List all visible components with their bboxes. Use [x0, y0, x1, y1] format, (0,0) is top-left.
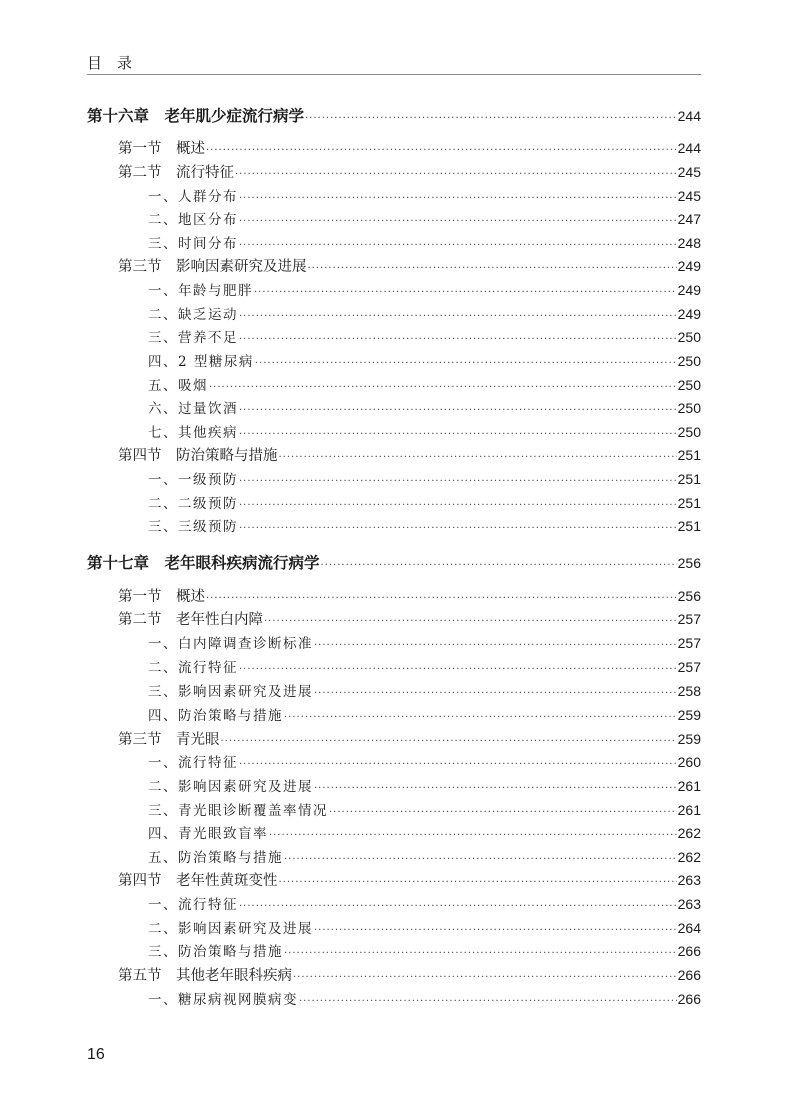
dot-leader	[314, 683, 677, 705]
dot-leader	[299, 991, 677, 1013]
dot-leader	[284, 707, 677, 729]
dot-leader	[269, 825, 677, 847]
toc-item-row	[148, 704, 701, 726]
toc-entry-page: 245	[677, 188, 701, 204]
dot-leader	[314, 920, 677, 942]
toc-entry-page: 256	[677, 555, 701, 571]
dot-leader	[255, 353, 677, 375]
toc-section-row	[118, 444, 701, 466]
toc-entry-page: 261	[677, 802, 701, 818]
header-rule	[87, 74, 701, 75]
toc-item-row	[148, 185, 701, 207]
toc-entry-page: 257	[677, 635, 701, 651]
toc-entry-title: 三、营养不足	[148, 330, 238, 346]
toc-item-row	[148, 846, 701, 868]
toc-item-row	[148, 421, 701, 443]
toc-item-row	[148, 751, 701, 773]
toc-entry-page: 257	[677, 659, 701, 675]
toc-section-row	[118, 161, 701, 183]
toc-entry-page: 245	[677, 164, 701, 180]
toc-entry-page: 263	[677, 896, 701, 912]
dot-leader	[264, 611, 677, 633]
toc-entry-title: 第三节 青光眼	[118, 732, 220, 748]
dot-leader	[209, 377, 677, 399]
dot-leader	[239, 495, 677, 517]
dot-leader	[279, 872, 677, 894]
dot-leader	[239, 896, 677, 918]
toc-item-row	[148, 326, 701, 348]
dot-leader	[279, 447, 677, 469]
dot-leader	[239, 306, 677, 328]
toc-entry-title: 五、防治策略与措施	[148, 850, 283, 866]
toc-entry-page: 257	[677, 611, 701, 627]
dot-leader	[305, 108, 677, 130]
toc-item-row	[148, 374, 701, 396]
dot-leader	[284, 849, 677, 871]
toc-entry-page: 262	[677, 825, 701, 841]
toc-item-row	[148, 232, 701, 254]
toc-entry-title: 第四节 防治策略与措施	[118, 448, 278, 464]
dot-leader	[239, 188, 677, 210]
toc-section-row	[118, 608, 701, 630]
dot-leader	[239, 400, 677, 422]
toc-entry-title: 第四节 老年性黄斑变性	[118, 873, 278, 889]
toc-item-row	[148, 397, 701, 419]
dot-leader	[239, 424, 677, 446]
toc-entry-title: 第十六章 老年肌少症流行病学	[87, 107, 305, 125]
toc-entry-page: 256	[677, 588, 701, 604]
toc-entry-page: 251	[677, 447, 701, 463]
toc-item-row	[148, 799, 701, 821]
toc-item-row	[148, 988, 701, 1010]
toc-entry-title: 二、地区分布	[148, 212, 238, 228]
toc-item-row	[148, 893, 701, 915]
toc-entry-title: 二、影响因素研究及进展	[148, 779, 313, 795]
toc-entry-title: 第五节 其他老年眼科疾病	[118, 968, 292, 984]
toc-entry-title: 三、防治策略与措施	[148, 944, 283, 960]
dot-leader	[239, 754, 677, 776]
toc-entry-title: 第十七章 老年眼科疾病流行病学	[87, 554, 320, 572]
toc-entry-page: 248	[677, 235, 701, 251]
dot-leader	[284, 943, 677, 965]
toc-entry-title: 第一节 概述	[118, 589, 205, 605]
toc-section-row	[118, 585, 701, 607]
toc-entry-title: 六、过量饮酒	[148, 401, 238, 417]
toc-entry-page: 266	[677, 991, 701, 1007]
dot-leader	[314, 635, 677, 657]
toc-item-row	[148, 917, 701, 939]
toc-item-row	[148, 350, 701, 372]
toc-entry-page: 260	[677, 754, 701, 770]
toc-item-row	[148, 492, 701, 514]
toc-item-row	[148, 303, 701, 325]
dot-leader	[239, 329, 677, 351]
dot-leader	[321, 555, 677, 577]
toc-entry-title: 第三节 影响因素研究及进展	[118, 259, 307, 275]
toc-entry-title: 三、青光眼诊断覆盖率情况	[148, 803, 328, 819]
toc-entry-title: 二、缺乏运动	[148, 307, 238, 323]
toc-entry-page: 250	[677, 400, 701, 416]
dot-leader	[314, 778, 677, 800]
toc-entry-title: 四、2 型糖尿病	[148, 354, 254, 370]
toc-section-row	[118, 137, 701, 159]
toc-chapter-row	[87, 552, 701, 574]
toc-entry-page: 249	[677, 306, 701, 322]
toc-entry-page: 250	[677, 424, 701, 440]
toc-entry-title: 三、影响因素研究及进展	[148, 684, 313, 700]
toc-entry-title: 一、流行特征	[148, 897, 238, 913]
toc-entry-page: 251	[677, 518, 701, 534]
toc-chapter-row	[87, 105, 701, 127]
toc-entry-title: 一、糖尿病视网膜病变	[148, 992, 298, 1008]
toc-entry-page: 249	[677, 258, 701, 274]
toc-entry-page: 266	[677, 967, 701, 983]
toc-entry-page: 249	[677, 282, 701, 298]
toc-entry-title: 三、三级预防	[148, 519, 238, 535]
toc-entry-page: 262	[677, 849, 701, 865]
toc-entry-title: 第一节 概述	[118, 141, 205, 157]
dot-leader	[239, 235, 677, 257]
dot-leader	[239, 211, 677, 233]
toc-item-row	[148, 775, 701, 797]
toc-entry-page: 259	[677, 707, 701, 723]
dot-leader	[308, 258, 677, 280]
toc-entry-title: 一、白内障调查诊断标准	[148, 636, 313, 652]
dot-leader	[206, 140, 677, 162]
toc-entry-page: 259	[677, 731, 701, 747]
toc-entry-page: 251	[677, 495, 701, 511]
toc-entry-title: 第二节 流行特征	[118, 165, 234, 181]
toc-entry-page: 266	[677, 943, 701, 959]
toc-entry-page: 258	[677, 683, 701, 699]
toc-entry-title: 七、其他疾病	[148, 425, 238, 441]
header-title: 目 录	[87, 54, 133, 72]
dot-leader	[239, 659, 677, 681]
toc-entry-title: 二、流行特征	[148, 660, 238, 676]
toc-entry-title: 一、一级预防	[148, 472, 238, 488]
toc-entry-title: 五、吸烟	[148, 378, 208, 394]
dot-leader	[206, 588, 677, 610]
dot-leader	[329, 802, 677, 824]
toc-item-row	[148, 279, 701, 301]
toc-entry-page: 251	[677, 471, 701, 487]
toc-entry-page: 263	[677, 872, 701, 888]
toc-item-row	[148, 656, 701, 678]
toc-entry-title: 一、人群分布	[148, 189, 238, 205]
toc-entry-title: 四、防治策略与措施	[148, 708, 283, 724]
toc-section-row	[118, 964, 701, 986]
dot-leader	[235, 164, 677, 186]
dot-leader	[293, 967, 677, 989]
toc-entry-page: 261	[677, 778, 701, 794]
page-number: 16	[87, 1046, 105, 1063]
toc-item-row	[148, 940, 701, 962]
toc-item-row	[148, 822, 701, 844]
dot-leader	[239, 471, 677, 493]
toc-entry-page: 247	[677, 211, 701, 227]
toc-entry-page: 244	[677, 140, 701, 156]
toc-entry-title: 四、青光眼致盲率	[148, 826, 268, 842]
toc-item-row	[148, 680, 701, 702]
toc-entry-title: 三、时间分布	[148, 236, 238, 252]
toc-entry-page: 264	[677, 920, 701, 936]
toc-entry-title: 二、二级预防	[148, 496, 238, 512]
toc-item-row	[148, 632, 701, 654]
toc-entry-title: 第二节 老年性白内障	[118, 612, 263, 628]
toc-entry-page: 244	[677, 108, 701, 124]
toc-section-row	[118, 255, 701, 277]
toc-entry-page: 250	[677, 329, 701, 345]
toc-section-row	[118, 869, 701, 891]
toc-entry-page: 250	[677, 377, 701, 393]
toc-item-row	[148, 468, 701, 490]
toc-item-row	[148, 208, 701, 230]
dot-leader	[254, 282, 677, 304]
toc-entry-page: 250	[677, 353, 701, 369]
toc-entry-title: 一、流行特征	[148, 755, 238, 771]
dot-leader	[239, 518, 677, 540]
toc-item-row	[148, 515, 701, 537]
toc-section-row	[118, 728, 701, 750]
running-header	[87, 52, 701, 74]
dot-leader	[221, 731, 677, 753]
toc-entry-title: 二、影响因素研究及进展	[148, 921, 313, 937]
toc-entry-title: 一、年龄与肥胖	[148, 283, 253, 299]
